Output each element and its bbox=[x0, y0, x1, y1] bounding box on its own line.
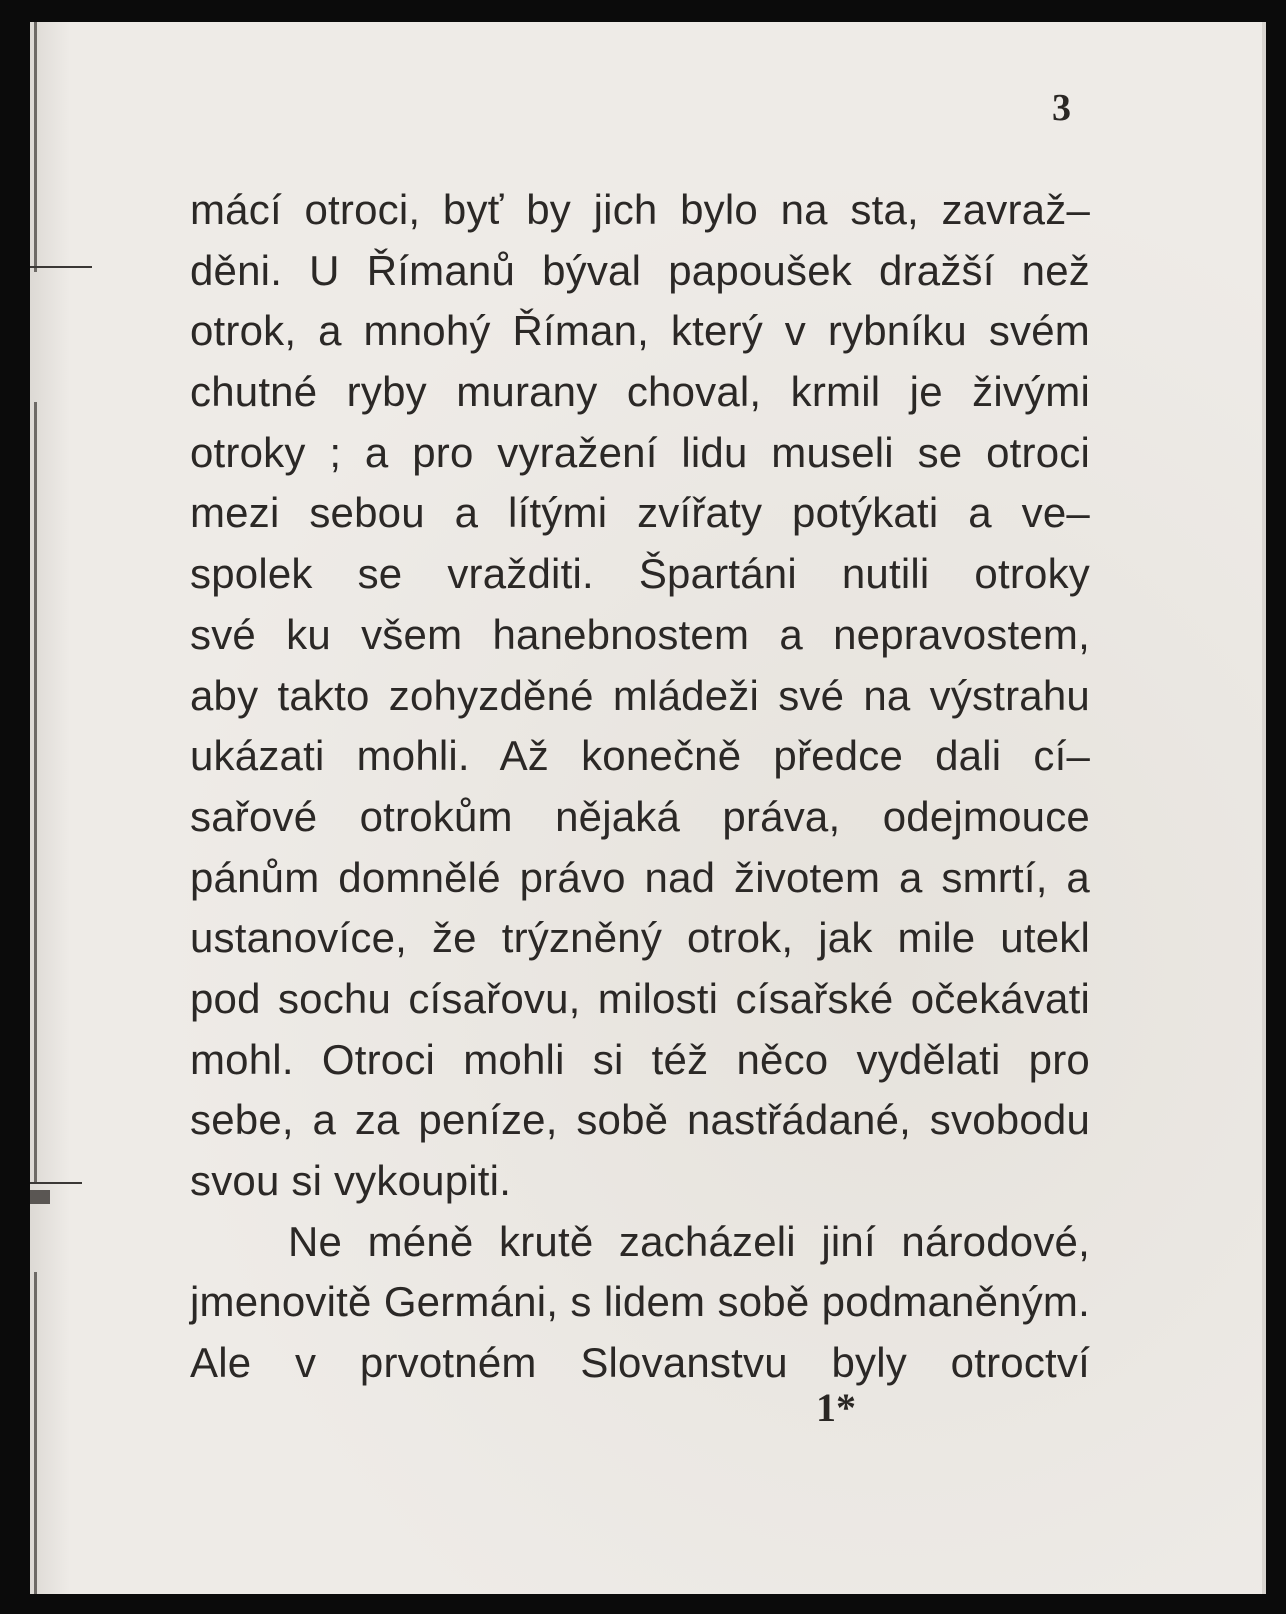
text-line: Ale v prvotném Slovanstvu byly otroctví bbox=[190, 1339, 1090, 1387]
text-line: ustanovíce, že trýzněný otrok, jak mile utekl bbox=[190, 914, 1090, 962]
text-line: chutné ryby murany choval, krmil je živými bbox=[190, 368, 1090, 416]
text-line: děni. U Římanů býval papoušek dražší než bbox=[190, 246, 1090, 294]
text-line: mohl. Otroci mohli si též něco vydělati pro bbox=[190, 1035, 1090, 1083]
signature-mark: 1* bbox=[816, 1385, 856, 1430]
text-line: mácí otroci, byť by jich bylo na sta, zavraž– bbox=[190, 186, 1090, 233]
text-line: aby takto zohyzděné mládeži své na výstrahu bbox=[190, 671, 1090, 719]
binding-edge bbox=[34, 22, 37, 272]
text-line: sebe, a za peníze, sobě nastřádané, svobodu bbox=[190, 1096, 1090, 1144]
book-page bbox=[30, 22, 1266, 1594]
page-number: 3 bbox=[1052, 87, 1071, 129]
text-line: mezi sebou a lítými zvířaty potýkati a ve– bbox=[190, 489, 1090, 537]
text-line: Ne méně krutě zacházeli jiní národové, bbox=[288, 1217, 1090, 1265]
text-line: své ku všem hanebnostem a nepravostem, bbox=[190, 610, 1090, 658]
text-line: jmenovitě Germáni, s lidem sobě podmaněným. bbox=[190, 1278, 1090, 1326]
text-line: otrok, a mnohý Říman, který v rybníku svém bbox=[190, 307, 1090, 355]
binding-edge bbox=[34, 1272, 37, 1594]
text-line: pod sochu císařovu, milosti císařské očekávati bbox=[190, 974, 1090, 1022]
binding-edge bbox=[34, 402, 37, 1182]
text-line: spolek se vražditi. Špartáni nutili otroky bbox=[190, 550, 1090, 598]
text-line: sařové otrokům nějaká práva, odejmouce bbox=[190, 792, 1090, 840]
text-line: otroky ; a pro vyražení lidu museli se otroci bbox=[190, 428, 1090, 476]
binding-thread-mark bbox=[30, 1190, 50, 1204]
binding-thread-mark bbox=[30, 266, 92, 268]
text-line: ukázati mohli. Až konečně předce dali cí– bbox=[190, 732, 1090, 780]
binding-thread-mark bbox=[30, 1182, 82, 1184]
text-line: pánům domnělé právo nad životem a smrtí, a bbox=[190, 853, 1090, 901]
text-line: svou si vykoupiti. bbox=[190, 1157, 512, 1204]
body-text bbox=[190, 180, 1090, 1394]
